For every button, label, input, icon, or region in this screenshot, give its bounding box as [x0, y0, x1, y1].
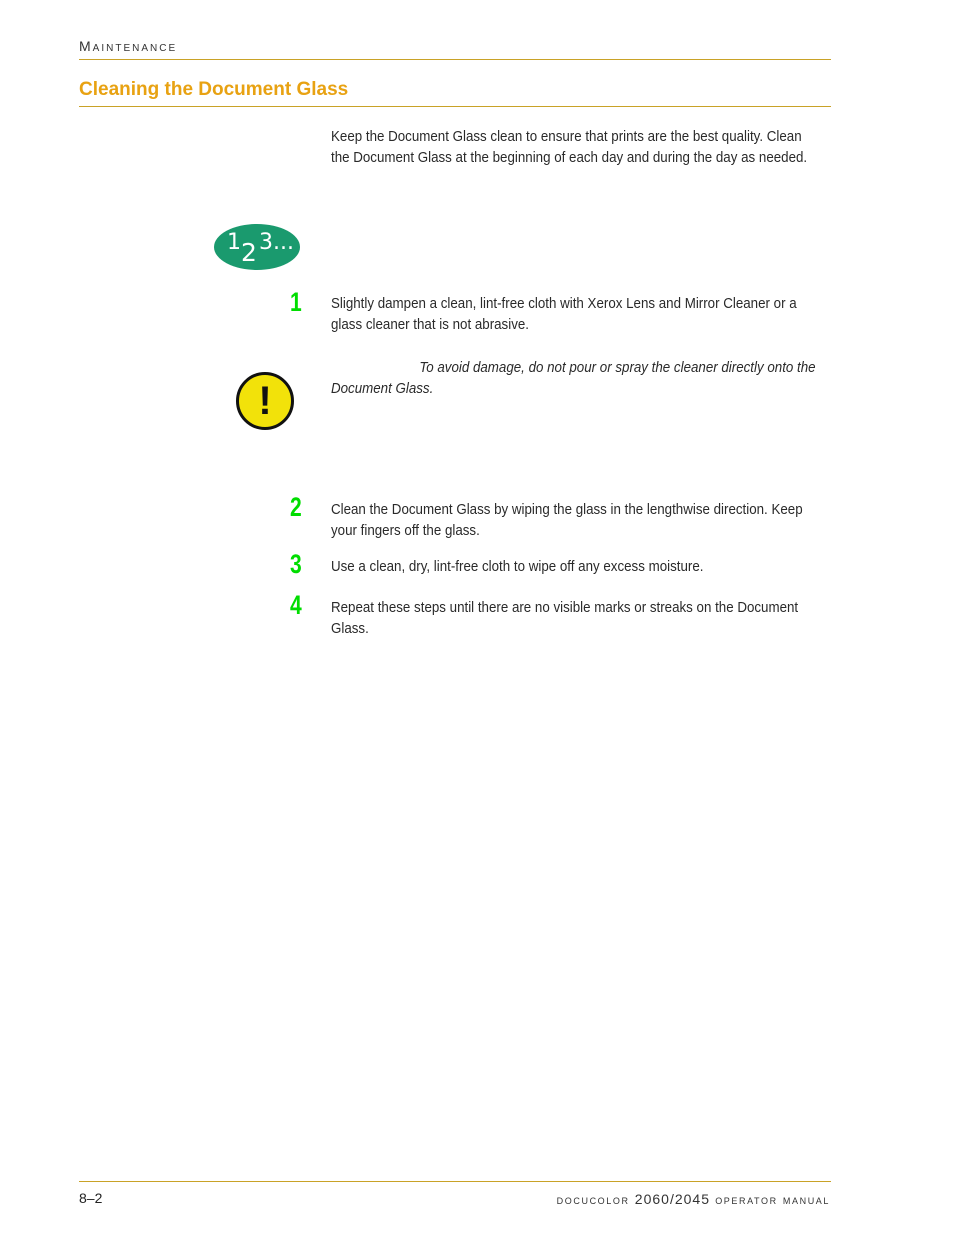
step-line: your fingers off the glass.	[331, 523, 480, 539]
page-number: 8–2	[79, 1190, 103, 1206]
badge-digit-3: 3...	[259, 230, 294, 255]
badge-digit-2: 2	[241, 238, 257, 267]
step-line: Use a clean, dry, lint-free cloth to wipe off any excess moisture.	[331, 559, 704, 575]
step-line: Slightly dampen a clean, lint-free cloth with Xerox Lens and Mirror Cleaner or a	[331, 296, 797, 312]
header-rule	[79, 59, 831, 60]
exclamation-icon: !	[236, 372, 294, 430]
step-number: 1	[290, 287, 302, 317]
caution-note	[331, 358, 828, 400]
step-number: 2	[290, 492, 302, 522]
step-line: Clean the Document Glass by wiping the glass in the lengthwise direction. Keep	[331, 502, 803, 518]
step-text	[331, 557, 828, 578]
step-text	[331, 294, 828, 336]
step-line: Repeat these steps until there are no visible marks or streaks on the Document	[331, 600, 799, 616]
footer-suffix: operator manual	[715, 1192, 830, 1207]
title-rule	[79, 106, 831, 107]
numbered-steps-icon	[214, 224, 300, 270]
step-line: Glass.	[331, 621, 369, 637]
caution-line-1: To avoid damage, do not pour or spray the cleaner directly onto the	[419, 360, 816, 376]
footer-rule	[79, 1181, 831, 1182]
step-text	[331, 500, 828, 542]
running-head: Maintenance	[79, 38, 178, 54]
footer-brand: docucolor	[556, 1192, 630, 1207]
step-line: glass cleaner that is not abrasive.	[331, 317, 529, 333]
caution-line-2: Document Glass.	[331, 381, 434, 397]
section-title: Cleaning the Document Glass	[79, 79, 349, 100]
intro-paragraph: Keep the Document Glass clean to ensure that prints are the best quality. Clean the Document Glass at the beginning of each day and during the day as needed.	[331, 129, 808, 166]
badge-digit-1: 1	[227, 230, 241, 255]
step-text	[331, 598, 828, 640]
step-number: 4	[290, 590, 302, 620]
step-number: 3	[290, 549, 302, 579]
footer-model: 2060/2045	[634, 1191, 710, 1207]
footer-title	[484, 1191, 830, 1207]
